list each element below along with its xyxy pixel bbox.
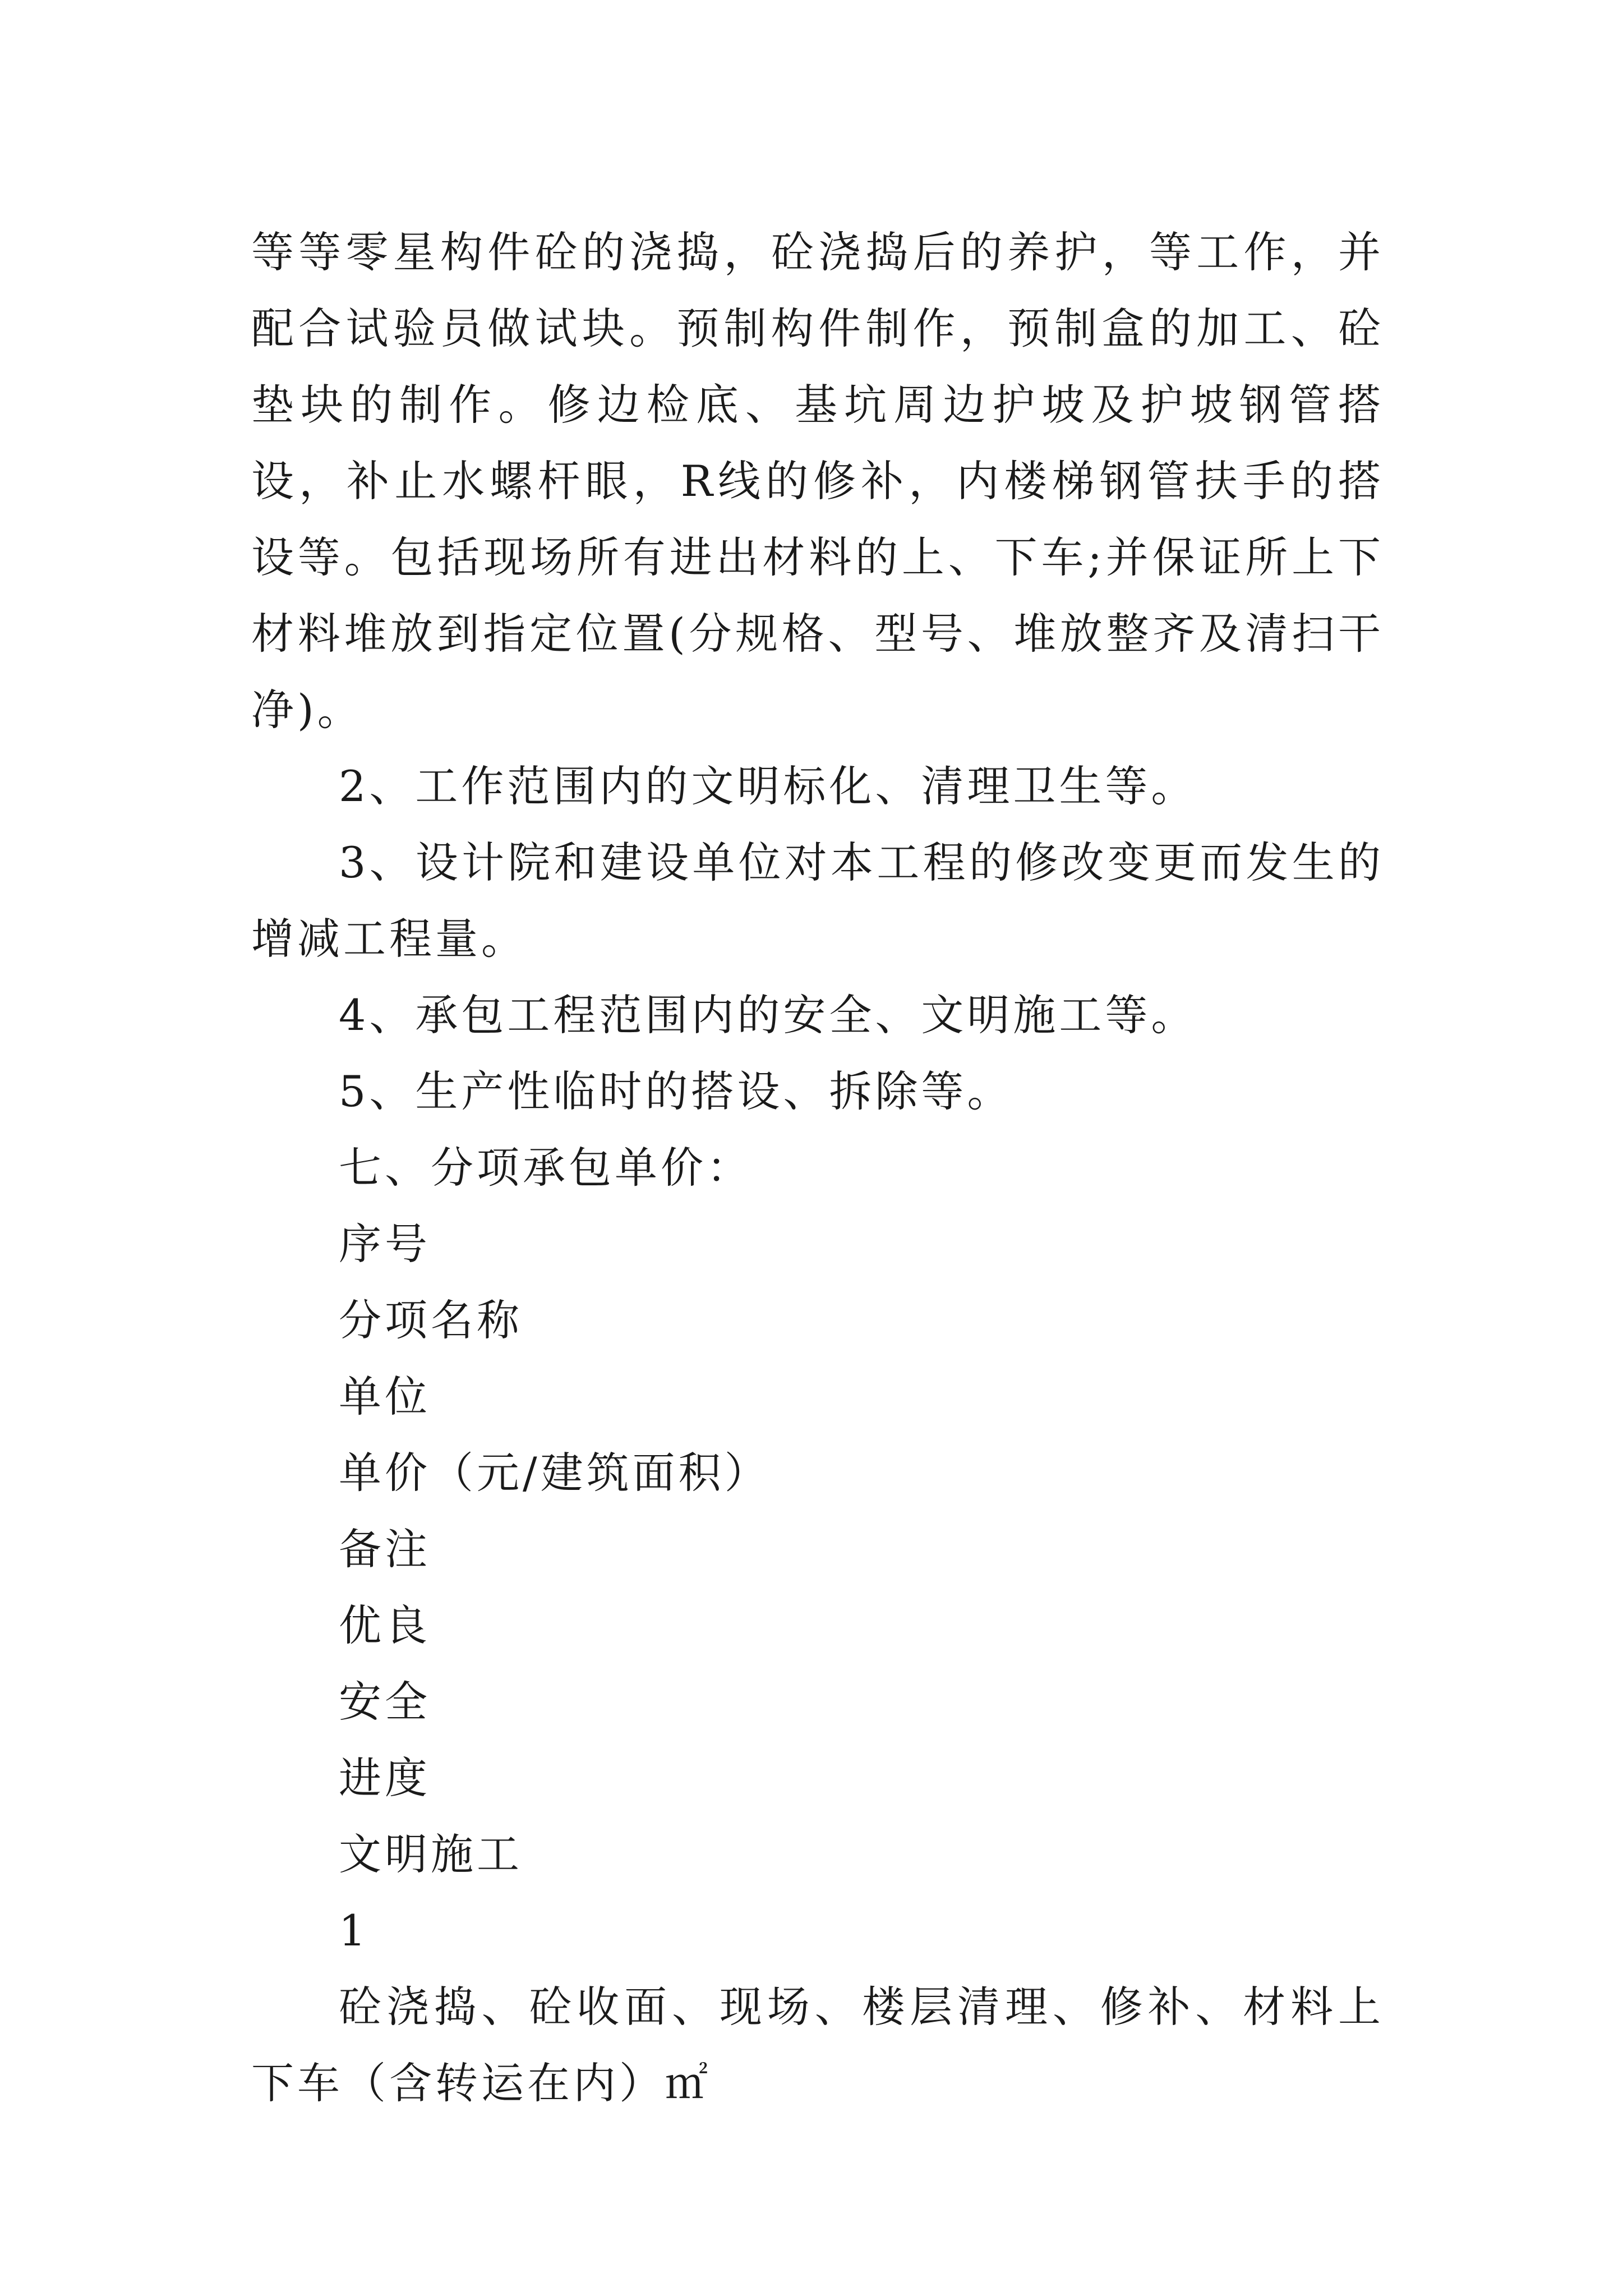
paragraph-item-3: 3、设计院和建设单位对本工程的修改变更而发生的增减工程量。 [251,838,1384,964]
paragraph-item-5: 5、生产性临时的搭设、拆除等。 [339,1066,1013,1116]
paragraph-continuation: 等等零星构件砼的浇捣，砼浇捣后的养护，等工作，并配合试验员做试块。预制构件制作，预制盒的加工、砼垫块的制作。修边检底、基坑周边护坡及护坡钢管搭设，补止水螺杆眼，R线的修补，内楼梯钢管扶手的搭设等。包括现场所有进出材料的上、下车;并保证所上下材料堆放到指定位置(分规格、型号、堆放整齐及清扫干净)。 [251,227,1384,735]
table-line-item-name-header: 分项名称 [339,1295,523,1345]
paragraph-item-description: 砼浇捣、砼收面、现场、楼层清理、修补、材料上下车（含转运在内）㎡ [251,1982,1384,2108]
section-heading-7: 七、分项承包单价： [339,1143,753,1193]
table-line-excellent-header: 优良 [339,1600,431,1650]
document-body [251,214,1384,2122]
table-line-safety-header: 安全 [339,1677,431,1727]
paragraph-item-4: 4、承包工程范围内的安全、文明施工等。 [339,990,1197,1040]
table-line-serial-header: 序号 [339,1219,431,1269]
table-line-progress-header: 进度 [339,1753,431,1803]
table-line-civilized-construction-header: 文明施工 [339,1829,523,1879]
table-line-row-number: 1 [339,1906,370,1955]
paragraph-item-2: 2、工作范围内的文明标化、清理卫生等。 [339,761,1197,811]
table-line-remarks-header: 备注 [339,1524,431,1574]
table-line-unit-header: 单位 [339,1372,431,1421]
table-line-unit-price-header: 单价（元/建筑面积） [339,1448,771,1498]
